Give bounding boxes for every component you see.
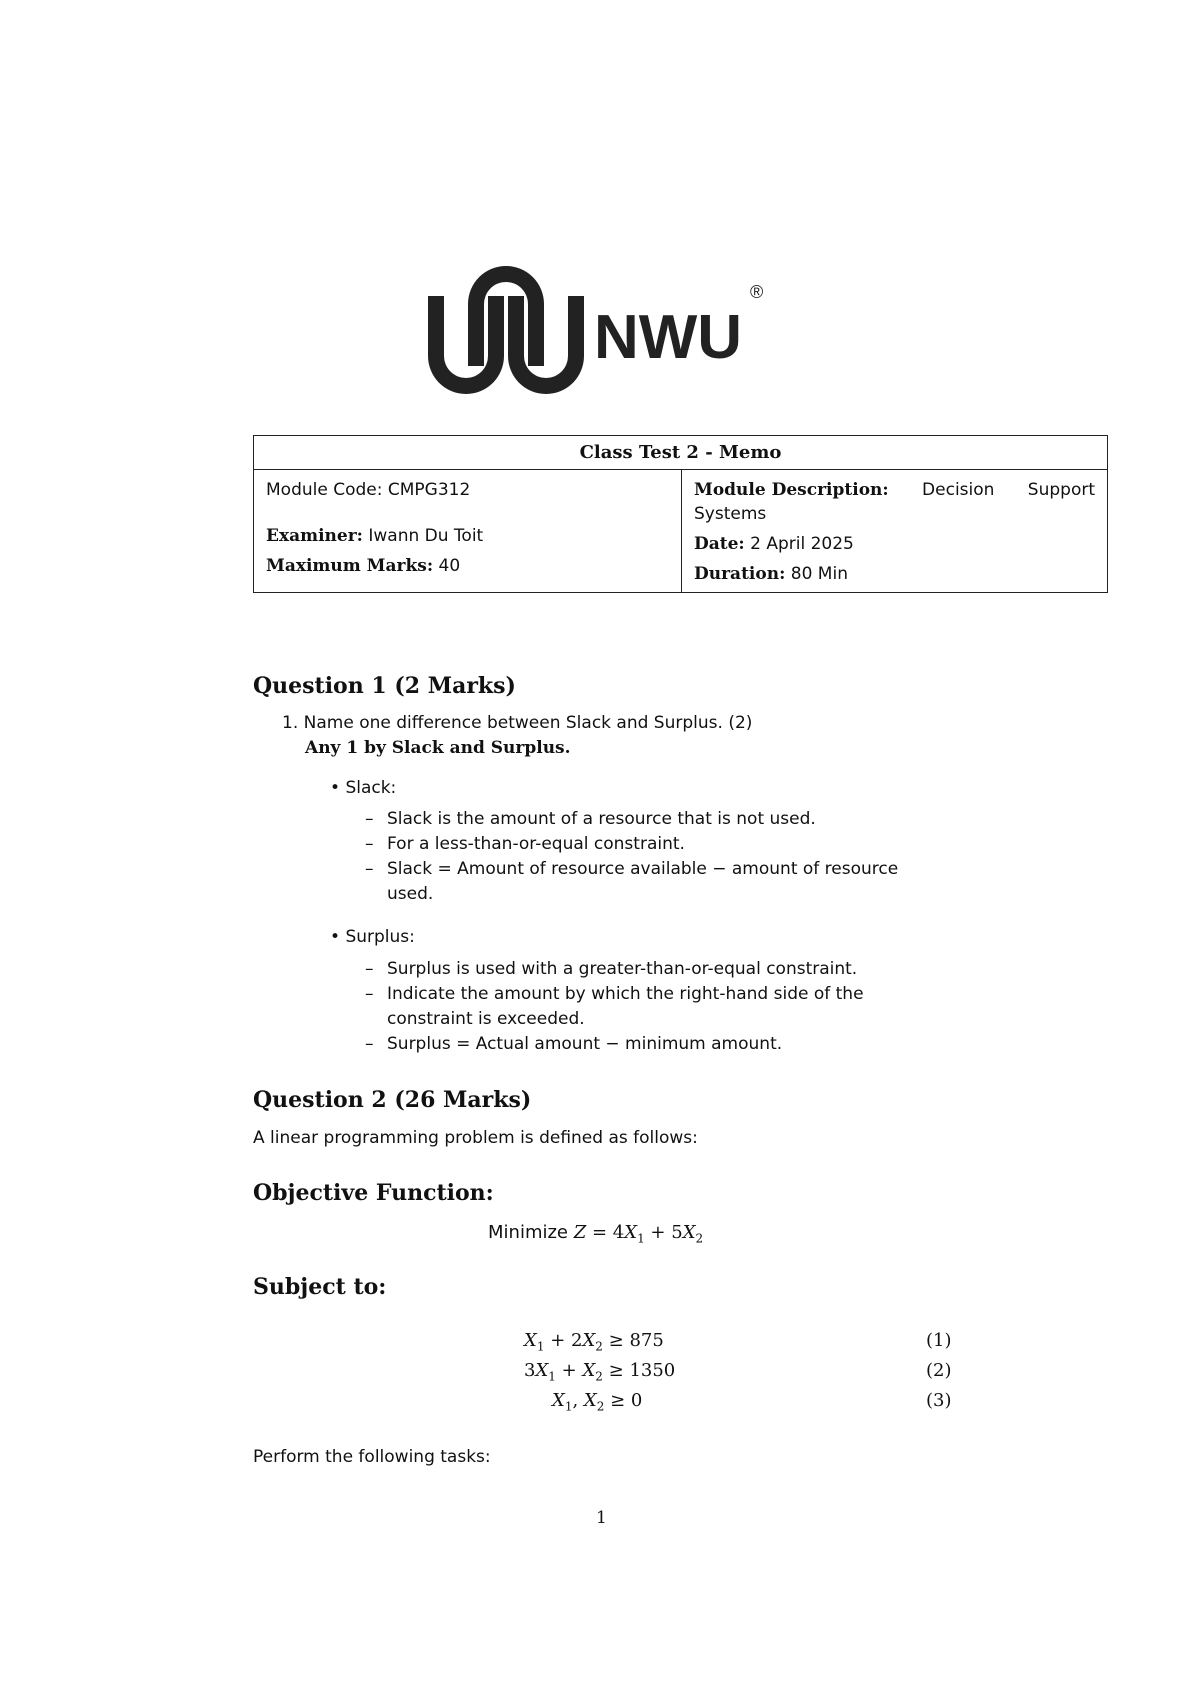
marks-label: Maximum Marks: bbox=[266, 556, 434, 576]
examiner-label: Examiner: bbox=[266, 526, 363, 546]
examiner-row bbox=[266, 524, 669, 548]
objective-function bbox=[488, 1222, 703, 1246]
list-item: – Surplus = Actual amount − minimum amount. bbox=[365, 1034, 783, 1054]
q1-answer-note: Any 1 by Slack and Surplus. bbox=[305, 738, 571, 758]
bullet-dot: • bbox=[330, 778, 341, 798]
duration-label: Duration: bbox=[694, 564, 786, 584]
surplus-bullet bbox=[330, 927, 415, 947]
list-item: – For a less-than-or-equal constraint. bbox=[365, 834, 685, 854]
q1-item-text: Name one difference between Slack and Surplus. (2) bbox=[303, 713, 753, 733]
marks-value: 40 bbox=[438, 556, 461, 576]
registered-mark: ® bbox=[750, 282, 764, 302]
list-item: – Indicate the amount by which the right-hand side of the constraint is exceeded. bbox=[365, 984, 864, 1029]
constraint-1: $X_1 + 2X_2 \ge 875$ bbox=[524, 1330, 664, 1354]
objective-text: Minimize bbox=[488, 1222, 568, 1243]
constraint-3: $X_1$, $X_2 \ge 0$ bbox=[552, 1390, 643, 1414]
question-1-heading: Question 1 (2 Marks) bbox=[253, 673, 516, 699]
equation-number: (3) bbox=[926, 1390, 952, 1411]
q2-intro: A linear programming problem is defined as follows: bbox=[253, 1128, 698, 1148]
logo-text: NWU bbox=[594, 303, 743, 372]
test-title: Class Test 2 - Memo bbox=[254, 436, 1108, 470]
surplus-label: Surplus: bbox=[345, 927, 415, 947]
examiner-value: Iwann Du Toit bbox=[368, 526, 484, 546]
question-2-heading: Question 2 (26 Marks) bbox=[253, 1087, 532, 1113]
info-left-cell bbox=[254, 470, 682, 593]
module-desc-label: Module Description: bbox=[694, 480, 889, 500]
module-desc-word1: Decision bbox=[922, 480, 995, 500]
module-code-row bbox=[266, 478, 669, 502]
equation-number: (1) bbox=[926, 1330, 952, 1351]
subject-heading: Subject to: bbox=[253, 1274, 387, 1300]
objective-expression: $Z = 4X_1 + 5X_2$ bbox=[573, 1222, 704, 1246]
tasks-intro: Perform the following tasks: bbox=[253, 1447, 491, 1467]
surplus-points bbox=[365, 957, 905, 1057]
equation-number: (2) bbox=[926, 1360, 952, 1381]
module-desc-row bbox=[694, 478, 1095, 502]
slack-bullet bbox=[330, 778, 396, 798]
bullet-dot: • bbox=[330, 927, 341, 947]
list-item: – Slack = Amount of resource available − amount of resource used. bbox=[365, 859, 899, 904]
page-number: 1 bbox=[596, 1508, 607, 1528]
date-row bbox=[694, 532, 1095, 556]
module-desc-word2: Support bbox=[1027, 480, 1095, 500]
slack-label: Slack: bbox=[345, 778, 397, 798]
module-desc-cont: Systems bbox=[694, 504, 767, 524]
date-label: Date: bbox=[694, 534, 745, 554]
test-info-table bbox=[253, 435, 1108, 593]
objective-heading: Objective Function: bbox=[253, 1180, 494, 1206]
module-code-value: CMPG312 bbox=[387, 480, 471, 500]
slack-points bbox=[365, 807, 925, 907]
nwu-logo bbox=[428, 256, 788, 401]
duration-value: 80 Min bbox=[790, 564, 848, 584]
module-code-label: Module Code: bbox=[266, 480, 383, 500]
duration-row bbox=[694, 562, 1095, 586]
list-item: – Surplus is used with a greater-than-or-equal constraint. bbox=[365, 959, 858, 979]
q1-item-number: 1. bbox=[282, 713, 299, 733]
list-item: – Slack is the amount of a resource that is not used. bbox=[365, 809, 816, 829]
constraint-2: $3X_1 + X_2 \ge 1350$ bbox=[524, 1360, 676, 1384]
q1-item bbox=[282, 713, 752, 733]
marks-row bbox=[266, 554, 669, 578]
date-value: 2 April 2025 bbox=[750, 534, 854, 554]
info-right-cell bbox=[682, 470, 1108, 593]
